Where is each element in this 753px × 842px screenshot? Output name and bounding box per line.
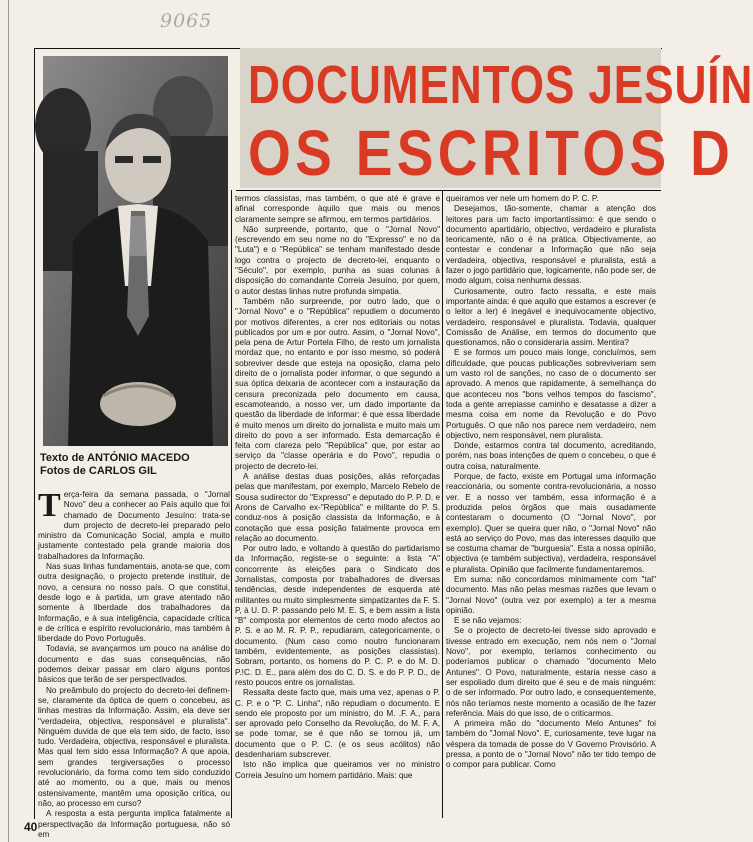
column-rule-right bbox=[442, 190, 443, 818]
paragraph: Por outro lado, e voltando à questão do partidarismo da Informação, registe-se o seguinte: a lista "A" concorrente às eleições para o Sindicato dos Jornalistas, composta por trabalhadores de diversas tendências, desde independentes de esquerda até militantes ou muito simplesmente simpatizantes da F. S. P, à U. D. P. passando pelo M. E. S, e bem assim a lista "B" composta por elementos de certo modo afectos ao P. S. e ao M. R. P. P., repudiaram, categoricamente, o documento. (Num caso como noutro funcionaram também, evidentemente, as posições classistas). Sobram, portanto, os homens do P. C. P. e do M. D. P.!C. D. E., para além dos do C. D. S. e do P. P. D., de resto poucos entre os jornalistas. bbox=[235, 544, 440, 687]
paragraph: No preâmbulo do projecto do decreto-lei definem-se, claramente da óptica de quem o concebeu, as linhas mestras da Informação. Assim, ela deve ser "verdadeira, objectiva, responsável e pluralista". Ninguém duvida de que ela tem sido, de facto, isso tudo. Verdadeira, objectiva, responsável e pluralista. Mas qual tem sido essa Informação? A que apoia, sem grandes tergiversações o processo revolucionário, da forma como tem sido conduzido até ao momento, ou a que, mais ou menos ostensivamente, mantêm uma oposição crítica, ou não, ao processo em curso? bbox=[38, 685, 230, 808]
article-photo bbox=[43, 56, 228, 446]
lead-paragraph bbox=[38, 487, 230, 562]
photo-credit: Fotos de CARLOS GIL bbox=[40, 465, 157, 477]
article-column-2 bbox=[235, 194, 440, 824]
paragraph: A resposta a esta pergunta implica fatalmente a perspectivação da Informação portuguesa, não só em bbox=[38, 809, 230, 839]
paragraph: E se não vejamos: bbox=[454, 616, 522, 626]
paragraph: Curiosamente, outro facto ressalta, e este mais importante ainda: é que aquilo que estamos a escrever (e o leitor a ler) é inegável e inequivocamente objectivo, verdadeiro, responsável e pluralista. Todavia, qualquer Comissão de Análise, em termos do documento que questionamos, não o consideraria assim. Mentira? bbox=[446, 286, 656, 348]
paragraph: Todavia, se avançarmos um pouco na análise do documento e das suas consequências, não podemos deixar passar em claro alguns pontos básicos que terão de ser perspectivados. bbox=[38, 644, 230, 685]
headline-block bbox=[240, 48, 753, 189]
paragraph: Desejamos, tão-somente, chamar a atenção dos leitores para um facto importantíssimo: é que sendo o documento apartidário, objectivo, verdadeiro e pluralista teoricamente, não o é na prática. Objectivamente, ao contestar e condenar a Informação que não seja verdadeira, objectiva, responsável e pluralista, está a fazer o jogo partidário que, logicamente, não pode ser, de modo algum, coisa nenhuma dessas. bbox=[446, 204, 656, 286]
drop-cap: T bbox=[38, 487, 61, 524]
byline bbox=[40, 452, 230, 478]
paragraph: Isto não implica que queiramos ver no ministro Correia Jesuíno um homem partidário. Mais: que bbox=[235, 760, 440, 780]
column-rule-left bbox=[231, 190, 232, 818]
photo-portrait-illustration bbox=[43, 56, 228, 446]
headline-underline bbox=[236, 190, 661, 191]
paragraph: Ressalta deste facto que, mais uma vez, apenas o P. C. P. e o "P. C. Linha", não repudiam o documento. E sendo ele proposto por um ministro, do M. .F. A., para ser aprovado pelo Conselho da Revolução, do M. F. A, se pode tornar, se é que não se tornou já, um documento que o P. C. (e os seus acólitos) não desdenhariam subscrever. bbox=[235, 688, 440, 760]
paragraph: Nas suas linhas fundamentais, anota-se que, com outra designação, o projecto pretende instituir, de novo, a censura no nosso país. O que constitui, desde logo e à partida, um grave atentado não somente à liberdade dos trabalhadores da Informação, e à sua inteligência, capacidade crítica e de crítica e espírito revolucionário, mas também à liberdade do Povo Português. bbox=[38, 562, 230, 644]
paragraph: E se formos um pouco mais longe, concluímos, sem dificuldade, que poucas publicações sobreviveriam sem um vasto rol de sanções, no caso de o documento ser aprovado. A menos que rapidamente, à semelhança do que aconteceu nos "bons velhos tempos do fascismo", toda a gente arrepiasse caminho e desatasse a dizer a mesma coisa em nome da Revolução e do Povo Português. O que não nos parece nem verdadeiro, nem objectivo, nem responsável, nem pluralista. bbox=[446, 348, 656, 440]
page-number: 40 bbox=[24, 820, 38, 834]
paragraph: Também não surpreende, por outro lado, que o "Jornal Novo" e o "República" repudiem o documento por motivos diferentes, a crer nos editoriais ou notas publicados por um e por outro. Assim, o "Jornal Novo", pela pena de Artur Portela Filho, de resto um jornalista mordaz que, no entanto e por isso mesmo, só poderá sobreviver desde que esteja na oposição, clama pelo direito de o jornalista poder informar, o que segundo a sua óptica deixaria de acontecer com a instauração da censura preconizada pelo documento em causa, escamoteando, a nosso ver, um dado importante da questão da liberdade de informar: é que essa liberdade é muito menos um direito do jornalista e muito mais um direito do povo a ser informado. Esta demarcação é feita com clareza pelo "República" que, por estar ao serviço da "classe operária e do Povo", repudia o projecto de decreto-lei. bbox=[235, 296, 440, 471]
lead-paragraph-text: erça-feira da semana passada, o "Jornal Novo" deu a conhecer ao País aquilo que foi chamado de Documento Jesuíno: trata-se dum projecto de decreto-lei preparado pelo ministro da Comunicação Social, ampla e muito justamente contestado pela grande maioria dos trabalhadores da Informação. bbox=[38, 490, 230, 561]
headline-line-1: DOCUMENTOS JESUÍN bbox=[248, 55, 753, 115]
headline-line-2: OS ESCRITOS D bbox=[248, 117, 735, 189]
paragraph: A primeira mão do "documento Melo Antunes" foi também do "Jornal Novo". E, curiosamente, teve lugar na véspera da tomada de posse do V Governo Provisório. A pressa, a ponto de o "Jornal Novo" não ter tido tempo de o compor para publicar. Como bbox=[446, 719, 656, 770]
paragraph: queiramos ver nele um homem do P. C. P. bbox=[446, 194, 599, 203]
paragraph: Donde, estarmos contra tal documento, acreditando, porém, nas boas intenções de quem o concebeu, o que é outra coisa, naturalmente. bbox=[446, 441, 656, 471]
text-credit: Texto de ANTÓNIO MACEDO bbox=[40, 452, 190, 464]
paragraph: Em suma: não concordamos minimamente com "tal" documento. Mas não pelas mesmas razões que levam o "Jornal Novo" (outra vez por exemplo) a ter a mesma opinião. bbox=[446, 574, 656, 615]
handwritten-annotation: 9065 bbox=[160, 10, 213, 32]
paragraph: Se o projecto de decreto-lei tivesse sido aprovado e tivesse entrado em execução, nem nós nem o "Jornal Novo", por exemplo, teríamos conhecimento ou poderíamos publicar o chamado "documento Melo Antunes". O Povo, naturalmente, estaria nesse caso a ser espoliado dum direito que é seu e de mais ninguém: o de ser informado. Por outro lado, e consequentemente, nós não teríamos neste momento a ocasião de lhe fazer referência. Mais do que isso, de o criticarmos. bbox=[446, 626, 656, 718]
paragraph: termos classistas, mas também, o que até é grave e afinal corresponde àquilo que mais ou menos claramente sempre se afirmou, em termos partidários. bbox=[235, 194, 440, 224]
article-column-1 bbox=[38, 487, 230, 839]
page-margin-line bbox=[8, 0, 9, 842]
paragraph: A análise destas duas posições, aliás reforçadas pelas que manifestam, por exemplo, Marcelo Rebelo de Sousa sudirector do "Expresso" e deputado do P. P. D. e Arons de Carvalho ex-"República" e militante do P. S. conduz-nos à posição classista da Informação, e à conotação que essa posição fatalmente provoca em relação ao documento. bbox=[235, 472, 440, 543]
paragraph: Não surpreende, portanto, que o "Jornal Novo" (escrevendo em seu nome no do "Expresso" e no da "Luta") e o "República" se tenham manifestado desde logo contra o projecto de decreto-lei, enquanto o "Século", por exemplo, punha as suas colunas à disposição do comandante Correia Jesuíno, por quem, o autor destas linhas nutre profunda simpatia. bbox=[235, 224, 440, 296]
paragraph: Porque, de facto, existe em Portugal uma informação reaccionária, ou somente contra-revolucionária, a nosso ver. E a nosso ver também, essa informação é a produzida pelos órgãos que mais ousadamente contestaram o documento (O "Jornal Novo", por exemplo). Quer se queira quer não, o "Jornal Novo" não está ao serviço do Povo, mas das interesses daquilo que se costuma chamar de "burguesia". Esta a nossa opinião, objectiva (e também subjectiva), verdadeira, responsável e pluralista. Opinião que facilmente fundamentaremos. bbox=[446, 472, 656, 574]
article-column-3 bbox=[446, 194, 656, 838]
